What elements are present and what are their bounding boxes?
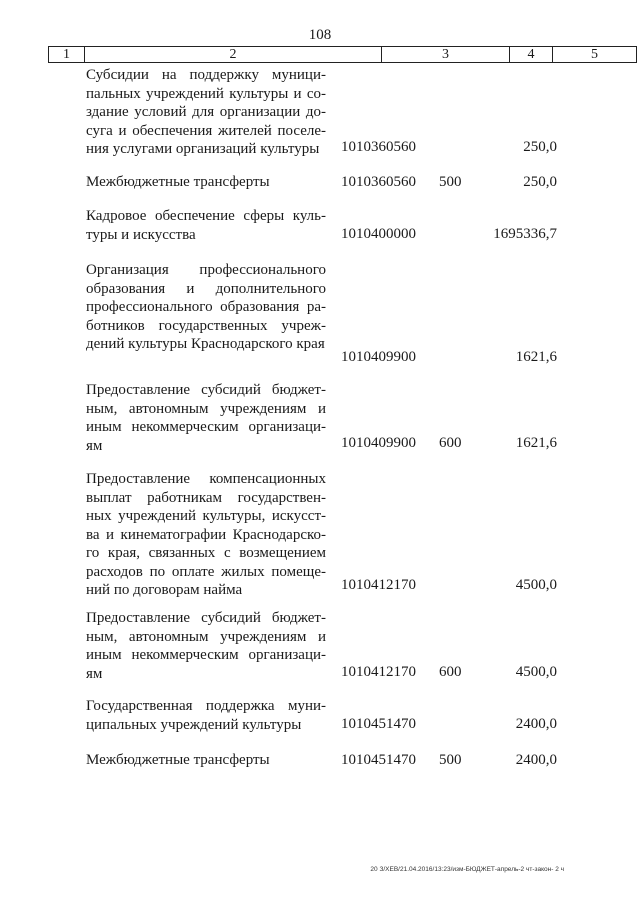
expense-item-name: Кадровое обеспечение сферы куль-туры и искусства [86,208,326,243]
expense-type-code: 600 [439,435,462,451]
expense-item-name: Межбюджетные трансферты [86,752,270,768]
expense-item-name: Предоставление субсидий бюджет-ным, автономным учреждениям и иным некоммерческим организаци-ям [86,382,326,454]
target-article-code: 1010409900 [341,435,416,451]
amount: 1695336,7 [493,226,557,242]
expense-item-name: Предоставление субсидий бюджет-ным, автономным учреждениям и иным некоммерческим организаци-ям [86,610,326,682]
amount: 4500,0 [515,664,557,680]
target-article-code: 1010412170 [341,664,416,680]
target-article-code: 1010360560 [341,174,416,190]
amount: 1621,6 [515,349,557,365]
expense-item-name: Государственная поддержка муни-ципальных учреждений культуры [86,698,326,733]
column-4-number: 4 [510,47,553,63]
expense-item-name: Организация профессионального образования и дополнительного профессионального образования ра-ботников государственных учреж-дений культуры Краснодарского края [86,262,326,352]
target-article-code: 1010360560 [341,139,416,155]
column-3-number: 3 [382,47,510,63]
amount: 2400,0 [515,752,557,768]
column-2-number: 2 [85,47,382,63]
expense-type-code: 600 [439,664,462,680]
amount: 250,0 [523,139,557,155]
amount: 4500,0 [515,577,557,593]
amount: 2400,0 [515,716,557,732]
amount: 1621,6 [515,435,557,451]
expense-item-name: Межбюджетные трансферты [86,174,270,190]
document-footer-stamp: 20 З/ХЕВ/21.04.2016/13:23/изм-БЮДЖЕТ-апрель-2 чт-закон- 2 ч [370,866,564,873]
amount: 250,0 [523,174,557,190]
target-article-code: 1010451470 [341,752,416,768]
target-article-code: 1010400000 [341,226,416,242]
column-5-number: 5 [553,47,637,63]
column-1-number: 1 [49,47,85,63]
column-number-header [48,46,637,63]
expense-type-code: 500 [439,752,462,768]
target-article-code: 1010412170 [341,577,416,593]
target-article-code: 1010409900 [341,349,416,365]
expense-item-name: Субсидии на поддержку муници-пальных учреждений культуры и со-здание условий для организации до-суга и обеспечения жителей поселе-ния услугами организаций культуры [86,67,326,157]
expense-item-name: Предоставление компенсационных выплат работникам государствен-ных учреждений культуры, искусст-ва и кинематографии Краснодарско-го края, связанных с возмещением расходов по оплате жилых помеще-ний по договорам найма [86,471,326,598]
page-number: 108 [308,27,332,43]
target-article-code: 1010451470 [341,716,416,732]
expense-type-code: 500 [439,174,462,190]
